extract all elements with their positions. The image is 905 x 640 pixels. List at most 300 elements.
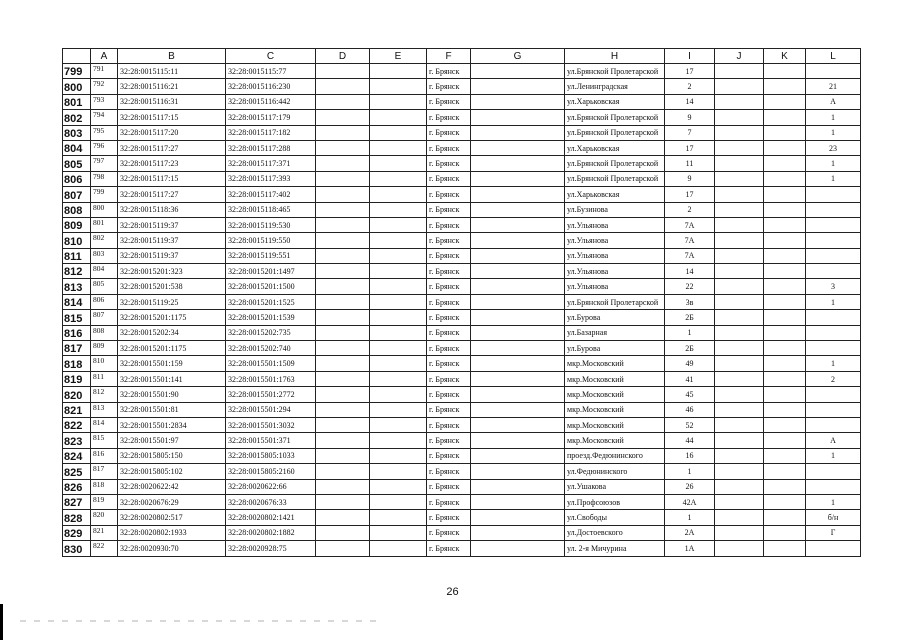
cell[interactable] — [370, 294, 427, 309]
cell[interactable]: 3 — [806, 279, 861, 294]
cell[interactable]: 32:28:0015501:3032 — [226, 417, 316, 432]
cell[interactable] — [806, 264, 861, 279]
cell[interactable] — [316, 171, 370, 186]
cell[interactable] — [715, 171, 764, 186]
cell[interactable]: 800 — [91, 202, 118, 217]
cell[interactable] — [316, 294, 370, 309]
cell[interactable]: 811 — [91, 371, 118, 386]
cell[interactable]: 32:28:0015117:402 — [226, 187, 316, 202]
row-number[interactable]: 803 — [63, 125, 91, 140]
cell[interactable]: мкр.Московский — [565, 387, 665, 402]
cell[interactable]: 32:28:0015805:102 — [118, 464, 226, 479]
cell[interactable] — [370, 371, 427, 386]
cell[interactable]: 1 — [806, 156, 861, 171]
cell[interactable]: ул.Бузинова — [565, 202, 665, 217]
row-number[interactable]: 808 — [63, 202, 91, 217]
cell[interactable]: ул.Профсоюзов — [565, 494, 665, 509]
cell[interactable]: 32:28:0015117:371 — [226, 156, 316, 171]
cell[interactable]: 32:28:0015118:465 — [226, 202, 316, 217]
cell[interactable]: 32:28:0015201:323 — [118, 264, 226, 279]
cell[interactable] — [370, 264, 427, 279]
cell[interactable]: 32:28:0015116:442 — [226, 94, 316, 109]
cell[interactable]: 796 — [91, 140, 118, 155]
cell[interactable]: ул.Ульянова — [565, 248, 665, 263]
cell[interactable] — [715, 248, 764, 263]
cell[interactable]: ул.Бурова — [565, 341, 665, 356]
cell[interactable] — [715, 140, 764, 155]
row-number[interactable]: 811 — [63, 248, 91, 263]
cell[interactable]: 795 — [91, 125, 118, 140]
cell[interactable]: ул. 2-я Мичурина — [565, 541, 665, 556]
row-number[interactable]: 805 — [63, 156, 91, 171]
cell[interactable]: 32:28:0015119:551 — [226, 248, 316, 263]
cell[interactable] — [370, 279, 427, 294]
cell[interactable]: 1 — [806, 448, 861, 463]
cell[interactable] — [316, 94, 370, 109]
cell[interactable] — [471, 310, 565, 325]
cell[interactable] — [316, 371, 370, 386]
cell[interactable] — [764, 417, 806, 432]
cell[interactable] — [715, 371, 764, 386]
cell[interactable]: 23 — [806, 140, 861, 155]
cell[interactable]: 32:28:0015115:11 — [118, 64, 226, 79]
cell[interactable]: проезд.Федюнинского — [565, 448, 665, 463]
column-header-c[interactable]: C — [226, 49, 316, 64]
cell[interactable] — [370, 325, 427, 340]
cell[interactable] — [715, 494, 764, 509]
cell[interactable] — [764, 140, 806, 155]
cell[interactable]: г. Брянск — [427, 325, 471, 340]
cell[interactable]: ул.Харьковская — [565, 187, 665, 202]
cell[interactable]: 32:28:0015501:1763 — [226, 371, 316, 386]
cell[interactable]: 14 — [665, 264, 715, 279]
cell[interactable] — [370, 341, 427, 356]
cell[interactable] — [806, 325, 861, 340]
cell[interactable]: 2 — [665, 202, 715, 217]
cell[interactable]: 32:28:0015201:1497 — [226, 264, 316, 279]
cell[interactable]: 32:28:0015116:21 — [118, 79, 226, 94]
cell[interactable] — [806, 310, 861, 325]
row-number[interactable]: 828 — [63, 510, 91, 525]
cell[interactable]: 32:28:0020676:33 — [226, 494, 316, 509]
cell[interactable] — [471, 171, 565, 186]
cell[interactable]: 1 — [665, 325, 715, 340]
cell[interactable]: г. Брянск — [427, 402, 471, 417]
cell[interactable]: 22 — [665, 279, 715, 294]
cell[interactable]: 807 — [91, 310, 118, 325]
cell[interactable]: мкр.Московский — [565, 402, 665, 417]
cell[interactable]: 32:28:0015119:550 — [226, 233, 316, 248]
cell[interactable]: 16 — [665, 448, 715, 463]
row-number[interactable]: 801 — [63, 94, 91, 109]
cell[interactable]: 1 — [665, 510, 715, 525]
cell[interactable]: 21 — [806, 79, 861, 94]
cell[interactable] — [715, 448, 764, 463]
cell[interactable] — [370, 171, 427, 186]
cell[interactable] — [370, 525, 427, 540]
cell[interactable]: 32:28:0015119:37 — [118, 233, 226, 248]
cell[interactable] — [806, 541, 861, 556]
row-number[interactable]: 807 — [63, 187, 91, 202]
cell[interactable]: 3в — [665, 294, 715, 309]
cell[interactable]: 32:28:0015119:37 — [118, 248, 226, 263]
cell[interactable]: г. Брянск — [427, 294, 471, 309]
cell[interactable] — [764, 202, 806, 217]
cell[interactable] — [471, 125, 565, 140]
row-number[interactable]: 830 — [63, 541, 91, 556]
cell[interactable] — [715, 325, 764, 340]
column-header-d[interactable]: D — [316, 49, 370, 64]
cell[interactable] — [764, 371, 806, 386]
cell[interactable] — [764, 510, 806, 525]
cell[interactable]: 32:28:0020676:29 — [118, 494, 226, 509]
cell[interactable] — [316, 125, 370, 140]
cell[interactable]: 32:28:0015501:2834 — [118, 417, 226, 432]
cell[interactable]: 1 — [806, 171, 861, 186]
row-number[interactable]: 800 — [63, 79, 91, 94]
cell[interactable] — [316, 494, 370, 509]
cell[interactable]: г. Брянск — [427, 479, 471, 494]
cell[interactable]: 32:28:0015116:230 — [226, 79, 316, 94]
cell[interactable]: 17 — [665, 140, 715, 155]
row-number[interactable]: 829 — [63, 525, 91, 540]
cell[interactable]: ул.Ульянова — [565, 279, 665, 294]
cell[interactable] — [471, 464, 565, 479]
cell[interactable] — [806, 479, 861, 494]
cell[interactable]: ул.Ушакова — [565, 479, 665, 494]
cell[interactable] — [370, 79, 427, 94]
cell[interactable]: 32:28:0020622:42 — [118, 479, 226, 494]
cell[interactable]: 32:28:0015201:1525 — [226, 294, 316, 309]
cell[interactable]: 32:28:0015201:1539 — [226, 310, 316, 325]
cell[interactable] — [471, 233, 565, 248]
cell[interactable] — [764, 125, 806, 140]
cell[interactable] — [316, 217, 370, 232]
cell[interactable] — [471, 264, 565, 279]
cell[interactable] — [370, 233, 427, 248]
cell[interactable] — [316, 110, 370, 125]
cell[interactable]: ул.Федюнинского — [565, 464, 665, 479]
cell[interactable]: 32:28:0015201:538 — [118, 279, 226, 294]
cell[interactable] — [370, 433, 427, 448]
cell[interactable]: 1А — [665, 541, 715, 556]
cell[interactable] — [316, 202, 370, 217]
cell[interactable]: 32:28:0015116:31 — [118, 94, 226, 109]
cell[interactable]: 32:28:0020928:75 — [226, 541, 316, 556]
cell[interactable] — [715, 279, 764, 294]
cell[interactable] — [715, 479, 764, 494]
cell[interactable] — [764, 464, 806, 479]
cell[interactable] — [316, 356, 370, 371]
cell[interactable]: г. Брянск — [427, 64, 471, 79]
cell[interactable]: г. Брянск — [427, 94, 471, 109]
cell[interactable]: 32:28:0015117:23 — [118, 156, 226, 171]
row-number[interactable]: 802 — [63, 110, 91, 125]
row-number[interactable]: 824 — [63, 448, 91, 463]
cell[interactable]: г. Брянск — [427, 341, 471, 356]
cell[interactable]: 32:28:0015501:159 — [118, 356, 226, 371]
cell[interactable] — [764, 171, 806, 186]
row-number[interactable]: 806 — [63, 171, 91, 186]
cell[interactable]: ул.Базарная — [565, 325, 665, 340]
column-header-f[interactable]: F — [427, 49, 471, 64]
cell[interactable] — [316, 187, 370, 202]
cell[interactable]: ул.Брянской Пролетарской — [565, 156, 665, 171]
cell[interactable] — [316, 79, 370, 94]
cell[interactable]: 820 — [91, 510, 118, 525]
cell[interactable] — [715, 125, 764, 140]
cell[interactable]: 32:28:0015117:15 — [118, 171, 226, 186]
column-header-i[interactable]: I — [665, 49, 715, 64]
cell[interactable] — [471, 356, 565, 371]
cell[interactable]: 792 — [91, 79, 118, 94]
row-number[interactable]: 825 — [63, 464, 91, 479]
cell[interactable] — [316, 433, 370, 448]
cell[interactable] — [715, 525, 764, 540]
cell[interactable]: 32:28:0015201:1175 — [118, 310, 226, 325]
cell[interactable]: г. Брянск — [427, 279, 471, 294]
cell[interactable] — [764, 64, 806, 79]
cell[interactable]: 32:28:0015501:141 — [118, 371, 226, 386]
cell[interactable] — [764, 402, 806, 417]
cell[interactable] — [471, 402, 565, 417]
cell[interactable]: 32:28:0015117:182 — [226, 125, 316, 140]
cell[interactable]: 9 — [665, 171, 715, 186]
cell[interactable]: ул.Ленинградская — [565, 79, 665, 94]
cell[interactable]: 1 — [806, 356, 861, 371]
cell[interactable] — [764, 341, 806, 356]
cell[interactable]: 805 — [91, 279, 118, 294]
cell[interactable] — [764, 187, 806, 202]
cell[interactable] — [370, 187, 427, 202]
cell[interactable] — [370, 541, 427, 556]
cell[interactable] — [316, 387, 370, 402]
column-header-k[interactable]: K — [764, 49, 806, 64]
row-number[interactable]: 812 — [63, 264, 91, 279]
cell[interactable]: 32:28:0015117:15 — [118, 110, 226, 125]
cell[interactable]: 17 — [665, 64, 715, 79]
cell[interactable] — [471, 541, 565, 556]
cell[interactable]: 791 — [91, 64, 118, 79]
cell[interactable] — [715, 310, 764, 325]
cell[interactable]: 803 — [91, 248, 118, 263]
cell[interactable] — [471, 248, 565, 263]
cell[interactable] — [471, 140, 565, 155]
cell[interactable]: 7 — [665, 125, 715, 140]
cell[interactable] — [471, 494, 565, 509]
cell[interactable]: 32:28:0015117:27 — [118, 140, 226, 155]
cell[interactable]: 32:28:0015117:27 — [118, 187, 226, 202]
cell[interactable] — [715, 233, 764, 248]
cell[interactable]: г. Брянск — [427, 248, 471, 263]
cell[interactable] — [316, 417, 370, 432]
cell[interactable] — [764, 479, 806, 494]
cell[interactable] — [715, 341, 764, 356]
cell[interactable] — [715, 541, 764, 556]
cell[interactable] — [471, 510, 565, 525]
cell[interactable]: 817 — [91, 464, 118, 479]
cell[interactable] — [316, 479, 370, 494]
cell[interactable] — [764, 525, 806, 540]
cell[interactable]: мкр.Московский — [565, 417, 665, 432]
cell[interactable] — [370, 510, 427, 525]
cell[interactable]: 798 — [91, 171, 118, 186]
cell[interactable]: г. Брянск — [427, 525, 471, 540]
cell[interactable] — [471, 387, 565, 402]
cell[interactable]: ул.Брянской Пролетарской — [565, 110, 665, 125]
cell[interactable] — [471, 341, 565, 356]
cell[interactable]: 32:28:0020930:70 — [118, 541, 226, 556]
cell[interactable] — [764, 541, 806, 556]
cell[interactable] — [471, 525, 565, 540]
cell[interactable]: г. Брянск — [427, 202, 471, 217]
cell[interactable] — [316, 464, 370, 479]
cell[interactable]: ул.Харьковская — [565, 140, 665, 155]
cell[interactable]: г. Брянск — [427, 541, 471, 556]
cell[interactable]: 813 — [91, 402, 118, 417]
cell[interactable]: 793 — [91, 94, 118, 109]
cell[interactable] — [806, 402, 861, 417]
cell[interactable] — [764, 387, 806, 402]
cell[interactable]: 32:28:0015805:1033 — [226, 448, 316, 463]
cell[interactable]: Г — [806, 525, 861, 540]
cell[interactable]: 1 — [806, 294, 861, 309]
cell[interactable]: ул.Ульянова — [565, 264, 665, 279]
cell[interactable]: 32:28:0020802:1421 — [226, 510, 316, 525]
cell[interactable]: г. Брянск — [427, 110, 471, 125]
cell[interactable]: 2А — [665, 525, 715, 540]
cell[interactable]: ул.Брянской Пролетарской — [565, 64, 665, 79]
row-number[interactable]: 821 — [63, 402, 91, 417]
cell[interactable] — [471, 294, 565, 309]
cell[interactable] — [370, 310, 427, 325]
cell[interactable]: 44 — [665, 433, 715, 448]
cell[interactable]: 32:28:0020802:517 — [118, 510, 226, 525]
cell[interactable] — [715, 187, 764, 202]
cell[interactable]: г. Брянск — [427, 171, 471, 186]
cell[interactable]: 809 — [91, 341, 118, 356]
cell[interactable]: 7А — [665, 248, 715, 263]
cell[interactable] — [764, 110, 806, 125]
cell[interactable] — [715, 217, 764, 232]
cell[interactable] — [806, 217, 861, 232]
row-number[interactable]: 826 — [63, 479, 91, 494]
cell[interactable]: 801 — [91, 217, 118, 232]
cell[interactable]: ул.Брянской Пролетарской — [565, 171, 665, 186]
cell[interactable] — [370, 140, 427, 155]
row-number[interactable]: 814 — [63, 294, 91, 309]
cell[interactable] — [316, 310, 370, 325]
column-header-g[interactable]: G — [471, 49, 565, 64]
cell[interactable]: ул.Свободы — [565, 510, 665, 525]
cell[interactable] — [715, 464, 764, 479]
cell[interactable] — [370, 110, 427, 125]
cell[interactable]: 32:28:0015501:90 — [118, 387, 226, 402]
cell[interactable]: 32:28:0015501:294 — [226, 402, 316, 417]
cell[interactable]: г. Брянск — [427, 433, 471, 448]
cell[interactable]: 32:28:0015119:25 — [118, 294, 226, 309]
cell[interactable] — [471, 417, 565, 432]
cell[interactable]: 32:28:0020802:1882 — [226, 525, 316, 540]
cell[interactable]: мкр.Московский — [565, 371, 665, 386]
column-header-h[interactable]: H — [565, 49, 665, 64]
row-number[interactable]: 815 — [63, 310, 91, 325]
cell[interactable] — [764, 248, 806, 263]
cell[interactable]: 9 — [665, 110, 715, 125]
cell[interactable]: 32:28:0015118:36 — [118, 202, 226, 217]
cell[interactable]: г. Брянск — [427, 264, 471, 279]
cell[interactable]: 17 — [665, 187, 715, 202]
cell[interactable] — [370, 448, 427, 463]
column-header-e[interactable]: E — [370, 49, 427, 64]
cell[interactable] — [471, 110, 565, 125]
cell[interactable] — [715, 402, 764, 417]
cell[interactable] — [806, 187, 861, 202]
cell[interactable] — [764, 325, 806, 340]
cell[interactable] — [316, 541, 370, 556]
row-number[interactable]: 817 — [63, 341, 91, 356]
cell[interactable]: 2Б — [665, 310, 715, 325]
cell[interactable] — [715, 202, 764, 217]
cell[interactable]: ул.Бурова — [565, 310, 665, 325]
cell[interactable] — [471, 479, 565, 494]
cell[interactable] — [764, 94, 806, 109]
cell[interactable] — [764, 156, 806, 171]
cell[interactable] — [806, 64, 861, 79]
column-header-a[interactable]: A — [91, 49, 118, 64]
row-number[interactable]: 816 — [63, 325, 91, 340]
cell[interactable] — [471, 433, 565, 448]
cell[interactable] — [316, 510, 370, 525]
cell[interactable]: 46 — [665, 402, 715, 417]
cell[interactable] — [764, 433, 806, 448]
cell[interactable]: г. Брянск — [427, 140, 471, 155]
cell[interactable] — [715, 79, 764, 94]
cell[interactable] — [715, 110, 764, 125]
cell[interactable]: 32:28:0015501:81 — [118, 402, 226, 417]
cell[interactable] — [471, 187, 565, 202]
cell[interactable]: 797 — [91, 156, 118, 171]
cell[interactable]: 799 — [91, 187, 118, 202]
cell[interactable]: 41 — [665, 371, 715, 386]
cell[interactable] — [715, 433, 764, 448]
cell[interactable]: 32:28:0015117:288 — [226, 140, 316, 155]
cell[interactable] — [471, 202, 565, 217]
row-number[interactable]: 819 — [63, 371, 91, 386]
cell[interactable] — [806, 202, 861, 217]
row-number[interactable]: 827 — [63, 494, 91, 509]
cell[interactable] — [715, 156, 764, 171]
cell[interactable]: б/н — [806, 510, 861, 525]
row-number[interactable]: 810 — [63, 233, 91, 248]
cell[interactable]: 32:28:0015117:20 — [118, 125, 226, 140]
cell[interactable] — [370, 387, 427, 402]
cell[interactable] — [370, 417, 427, 432]
cell[interactable] — [316, 64, 370, 79]
cell[interactable]: 810 — [91, 356, 118, 371]
cell[interactable] — [471, 64, 565, 79]
cell[interactable]: 2 — [806, 371, 861, 386]
cell[interactable] — [316, 233, 370, 248]
cell[interactable] — [370, 356, 427, 371]
cell[interactable]: г. Брянск — [427, 417, 471, 432]
cell[interactable] — [370, 64, 427, 79]
cell[interactable]: 52 — [665, 417, 715, 432]
cell[interactable]: мкр.Московский — [565, 356, 665, 371]
cell[interactable] — [764, 448, 806, 463]
cell[interactable]: 32:28:0015501:2772 — [226, 387, 316, 402]
cell[interactable]: 32:28:0015501:371 — [226, 433, 316, 448]
